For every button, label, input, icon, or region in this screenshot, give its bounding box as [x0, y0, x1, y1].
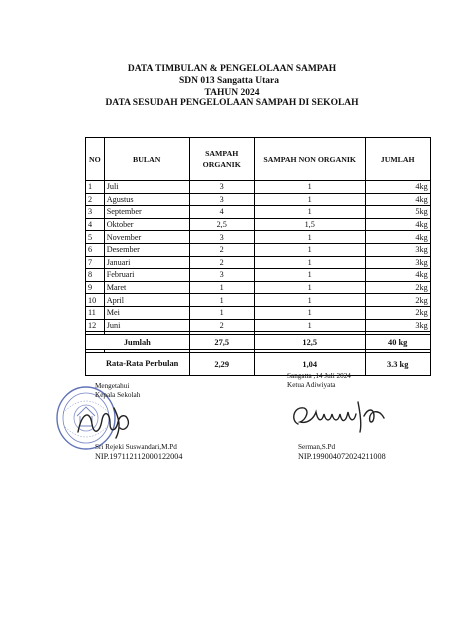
- coordinator-name: Serman,S.Pd: [298, 443, 336, 451]
- cell-no: 3: [86, 206, 105, 219]
- cell-bulan: Juli: [104, 181, 189, 194]
- cell-non-organik: 1: [254, 231, 365, 244]
- headmaster-role: Kepala Sekolah: [95, 391, 141, 399]
- cell-no: 7: [86, 256, 105, 269]
- cell-non-organik: 1,5: [254, 218, 365, 231]
- average-non-organik: 1,04: [254, 353, 365, 376]
- cell-jumlah: 4kg: [365, 231, 430, 244]
- document-title: DATA TIMBULAN & PENGELOLAAN SAMPAH: [127, 64, 337, 74]
- cell-jumlah: 3kg: [365, 243, 430, 256]
- cell-organik: 1: [189, 294, 254, 307]
- cell-non-organik: 1: [254, 193, 365, 206]
- cell-jumlah: 2kg: [365, 306, 430, 319]
- cell-bulan: September: [104, 206, 189, 219]
- table-body: [86, 181, 431, 332]
- coordinator-signature: [288, 396, 393, 438]
- cell-jumlah: 3kg: [365, 319, 430, 332]
- coordinator-role: Ketua Adiwiyata: [287, 381, 336, 389]
- cell-jumlah: 4kg: [365, 193, 430, 206]
- cell-non-organik: 1: [254, 294, 365, 307]
- cell-bulan: Mei: [104, 306, 189, 319]
- cell-no: 9: [86, 281, 105, 294]
- cell-non-organik: 1: [254, 206, 365, 219]
- headmaster-nip: NIP.197112112000122004: [95, 452, 183, 461]
- cell-jumlah: 4kg: [365, 218, 430, 231]
- cell-non-organik: 1: [254, 281, 365, 294]
- table-header-row: [86, 138, 431, 181]
- cell-jumlah: 2kg: [365, 281, 430, 294]
- school-name: SDN 013 Sangatta Utara: [178, 76, 279, 86]
- column-header-non-organik: SAMPAH NON ORGANIK: [254, 138, 365, 181]
- table-row: [86, 181, 431, 194]
- acknowledged-label: Mengetahui: [95, 382, 130, 390]
- table-row: [86, 256, 431, 269]
- table-subtitle: DATA SESUDAH PENGELOLAAN SAMPAH DI SEKOLAH: [105, 98, 359, 108]
- cell-no: 1: [86, 181, 105, 194]
- cell-organik: 3: [189, 269, 254, 282]
- year-label: TAHUN 2024: [204, 88, 260, 98]
- coordinator-nip: NIP.199004072024211008: [298, 452, 386, 461]
- cell-no: 4: [86, 218, 105, 231]
- cell-organik: 2: [189, 256, 254, 269]
- cell-jumlah: 5kg: [365, 206, 430, 219]
- cell-no: 5: [86, 231, 105, 244]
- cell-organik: 2,5: [189, 218, 254, 231]
- table-row: [86, 193, 431, 206]
- average-row: [86, 353, 431, 376]
- cell-bulan: Februari: [104, 269, 189, 282]
- total-non-organik: 12,5: [254, 335, 365, 350]
- cell-organik: 1: [189, 281, 254, 294]
- average-organik: 2,29: [189, 353, 254, 376]
- cell-no: 6: [86, 243, 105, 256]
- column-header-bulan: BULAN: [104, 138, 189, 181]
- cell-jumlah: 2kg: [365, 294, 430, 307]
- cell-non-organik: 1: [254, 269, 365, 282]
- cell-bulan: April: [104, 294, 189, 307]
- cell-non-organik: 1: [254, 256, 365, 269]
- average-label: Rata-Rata Perbulan: [86, 353, 190, 376]
- total-organik: 27,5: [189, 335, 254, 350]
- cell-non-organik: 1: [254, 243, 365, 256]
- cell-organik: 3: [189, 231, 254, 244]
- cell-bulan: Januari: [104, 256, 189, 269]
- total-jumlah: 40 kg: [365, 335, 430, 350]
- cell-organik: 3: [189, 181, 254, 194]
- cell-organik: 1: [189, 306, 254, 319]
- table-row: [86, 218, 431, 231]
- headmaster-signature: [70, 402, 140, 442]
- total-label: Jumlah: [86, 335, 190, 350]
- cell-organik: 2: [189, 243, 254, 256]
- cell-bulan: Desember: [104, 243, 189, 256]
- column-header-no: NO: [86, 138, 105, 181]
- place-date: Sangatta ,14 Juli 2024: [287, 372, 351, 380]
- table-row: [86, 206, 431, 219]
- cell-no: 8: [86, 269, 105, 282]
- table-row: [86, 281, 431, 294]
- cell-organik: 4: [189, 206, 254, 219]
- cell-bulan: Maret: [104, 281, 189, 294]
- cell-no: 10: [86, 294, 105, 307]
- cell-no: 12: [86, 319, 105, 332]
- table-row: [86, 319, 431, 332]
- column-header-organik: SAMPAH ORGANIK: [189, 138, 254, 181]
- headmaster-name: Sri Rejeki Suswandari,M.Pd: [95, 443, 177, 451]
- table-row: [86, 294, 431, 307]
- cell-bulan: Oktober: [104, 218, 189, 231]
- cell-non-organik: 1: [254, 319, 365, 332]
- cell-organik: 2: [189, 319, 254, 332]
- cell-bulan: Agustus: [104, 193, 189, 206]
- cell-jumlah: 4kg: [365, 269, 430, 282]
- cell-no: 2: [86, 193, 105, 206]
- cell-jumlah: 3kg: [365, 256, 430, 269]
- cell-non-organik: 1: [254, 181, 365, 194]
- cell-no: 11: [86, 306, 105, 319]
- table-row: [86, 269, 431, 282]
- cell-non-organik: 1: [254, 306, 365, 319]
- average-jumlah: 3.3 kg: [365, 353, 430, 376]
- waste-data-table: [85, 137, 431, 376]
- cell-bulan: Juni: [104, 319, 189, 332]
- cell-organik: 3: [189, 193, 254, 206]
- table-row: [86, 243, 431, 256]
- table-row: [86, 231, 431, 244]
- cell-bulan: November: [104, 231, 189, 244]
- total-row: [86, 335, 431, 350]
- column-header-jumlah: JUMLAH: [365, 138, 430, 181]
- table-row: [86, 306, 431, 319]
- cell-jumlah: 4kg: [365, 181, 430, 194]
